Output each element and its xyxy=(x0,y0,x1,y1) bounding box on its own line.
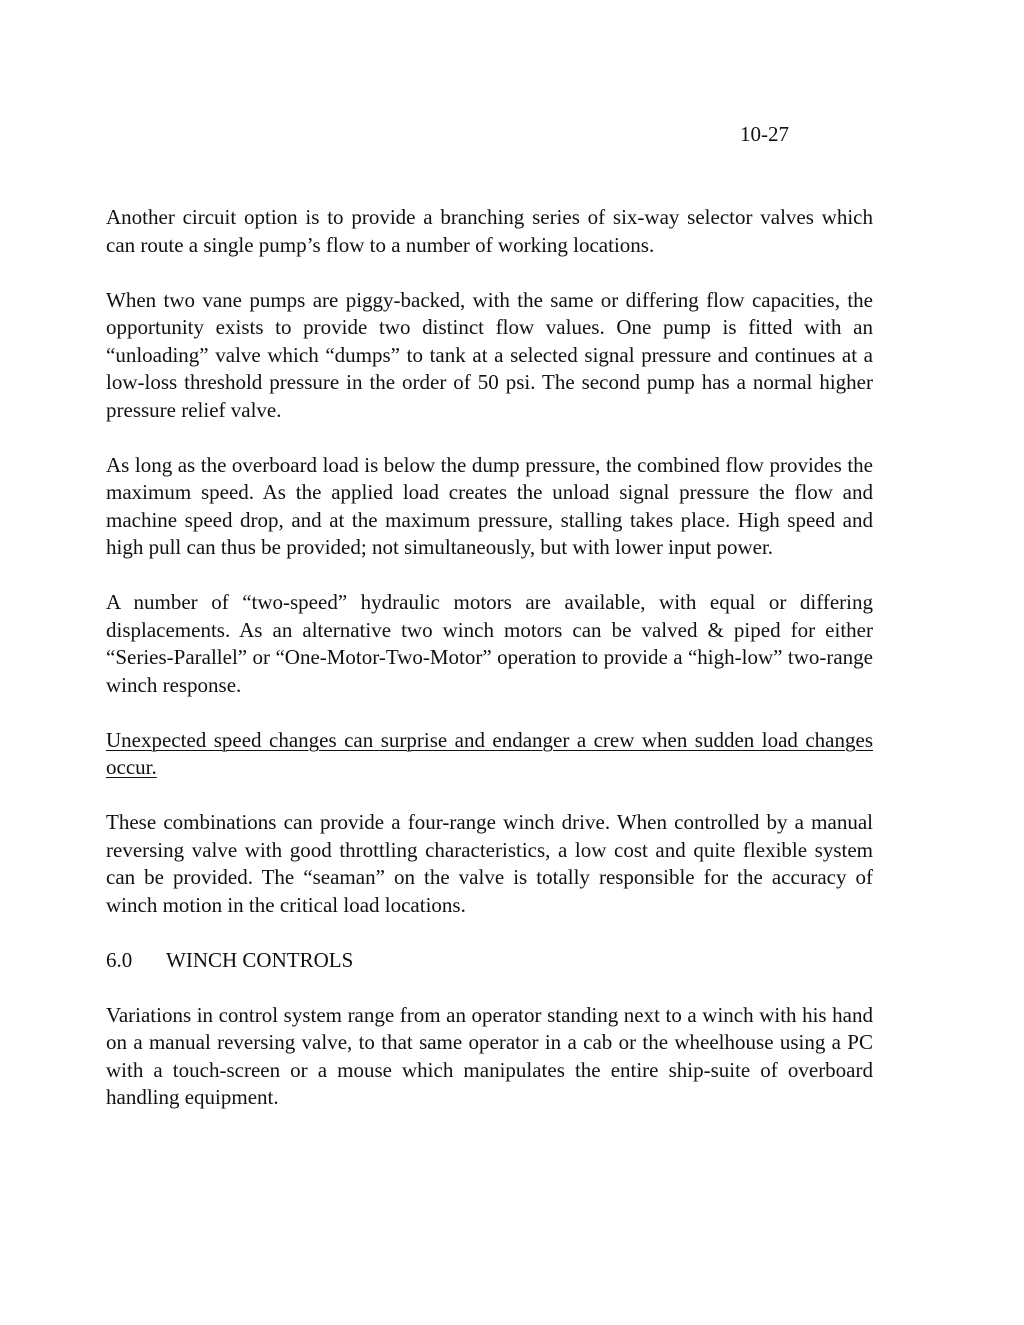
paragraph-control-variations: Variations in control system range from an operator standing next to a winch with his hand on a manual reversing valve, to that same operator in a cab or the wheelhouse using a PC with a touch-screen or a mouse which manipulates the entire ship-suite of overboard handling equipment. xyxy=(106,1002,873,1109)
page-number: 10-27 xyxy=(740,122,789,146)
paragraph-vane-pumps: When two vane pumps are piggy-backed, with the same or differing flow capacities, the opportunity exists to provide two distinct flow values. One pump is fitted with an “unloading” valve which “dumps” to tank at a selected signal pressure and continues at a low-loss threshold pressure in the order of 50 psi. The second pump has a normal higher pressure relief valve. xyxy=(106,287,873,422)
document-body xyxy=(106,204,873,1139)
section-heading xyxy=(106,947,873,975)
section-number: 6.0 xyxy=(106,947,133,972)
paragraph-four-range-drive: These combinations can provide a four-range winch drive. When controlled by a manual reversing valve with good throttling characteristics, a low cost and quite flexible system can be provided. The “seaman” on the valve is totally responsible for the accuracy of winch motion in the critical load locations. xyxy=(106,810,873,917)
paragraph-warning: Unexpected speed changes can surprise and endanger a crew when sudden load changes occur. xyxy=(106,727,873,779)
section-title: WINCH CONTROLS xyxy=(166,947,354,972)
paragraph-overboard-load: As long as the overboard load is below the dump pressure, the combined flow provides the maximum speed. As the applied load creates the unload signal pressure the flow and machine speed drop, and at the maximum pressure, stalling takes place. High speed and high pull can thus be provided; not simultaneously, but with lower input power. xyxy=(106,452,873,559)
paragraph-two-speed-motors: A number of “two-speed” hydraulic motors are available, with equal or differing displacements. As an alternative two winch motors can be valved & piped for either “Series-Parallel” or “One-Motor-Two-Motor” operation to provide a “high-low” two-range winch response. xyxy=(106,590,873,697)
paragraph-selector-valves: Another circuit option is to provide a branching series of six-way selector valves which can route a single pump’s flow to a number of working locations. xyxy=(106,205,873,257)
